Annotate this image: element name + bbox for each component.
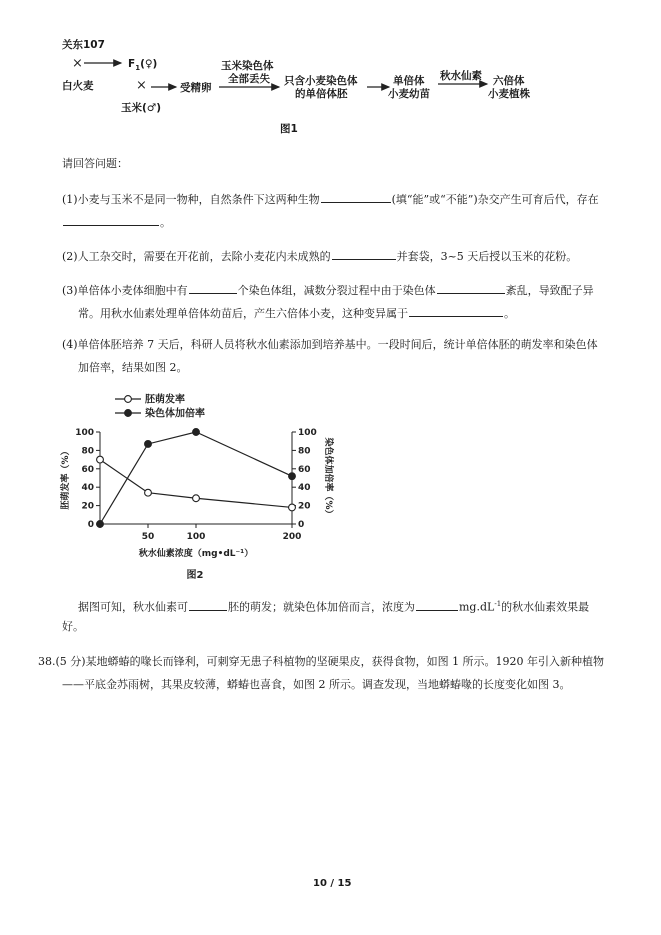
right-y-tick-label: 60 [298,464,311,475]
f1-label: $F_1(♀)$ [128,58,158,73]
seedling-label-line2: 小麦幼苗 [388,88,430,100]
right-y-tick-label: 0 [298,520,305,530]
x-tick-label: 100 [186,532,206,542]
figure-2-chart [55,388,375,584]
legend-label-1: 胚萌发率 [145,394,185,406]
q4-blank-2 [416,599,458,611]
plant-label-line1: 六倍体 [493,75,525,87]
question-3-line2: 常。用秋水仙素处理单倍体幼苗后，产生六倍体小麦，这种变异属于 。 [78,307,515,320]
legend-marker-1 [125,396,132,403]
x-tick-label: 200 [282,532,302,542]
x-axis-label: 秋水仙素浓度（mg•dL⁻¹） [138,549,254,559]
question-4-line3: 据图可知，秋水仙素可 胚的萌发；就染色体加倍而言，浓度为 $mg.dL^{-1}$的秋水仙素效果最 [78,600,590,614]
q1-blank-1 [321,191,391,203]
left-y-tick-label: 100 [75,428,94,438]
step-label-line1: 玉米染色体 [221,60,274,72]
right-y-axis-label: 染色体加倍率（%） [323,437,333,519]
embryo-label-line2: 的单倍体胚 [295,88,348,100]
q3-blank-2 [437,282,505,294]
series-line-2 [100,432,292,524]
data-point-2-2 [145,441,152,448]
parent-guandong107: 关东107 [62,39,105,51]
left-y-tick-label: 0 [87,520,94,530]
step-label-line2: 全部丢失 [228,73,270,85]
figure-1-arrows [0,0,661,130]
data-point-2-1 [97,521,104,528]
x-tick-label: 50 [141,532,155,542]
right-y-tick-label: 80 [298,446,311,457]
cross-symbol-2: × [136,78,147,93]
embryo-label-line1: 只含小麦染色体 [284,75,358,87]
question-1-line2: 。 [62,214,171,230]
left-y-tick-label: 20 [81,501,94,512]
question-1-line1: (1)小麦与玉米不是同一物种，自然条件下这两种生物 (填“能”或“不能”)杂交产生可育后代，存在 [62,193,599,206]
question-4-line2: 加倍率，结果如图 2。 [78,361,188,374]
data-point-2-3 [193,429,200,436]
question-4-line4: 好。 [62,620,84,633]
data-point-1-4 [289,504,296,511]
left-y-tick-label: 40 [81,483,94,494]
question-38-line2: ——平底金苏雨树，其果皮较薄，蟒蝽也喜食，如图 2 所示。调查发现，当地蟒蝽喙的长度变化如图 3。 [62,678,571,691]
right-y-tick-label: 100 [298,428,317,438]
legend-label-2: 染色体加倍率 [145,408,205,420]
seedling-label-line1: 单倍体 [393,75,425,87]
right-y-tick-label: 40 [298,483,311,494]
question-3-line1: (3)单倍体小麦体细胞中有 个染色体组，减数分裂过程中由于染色体 紊乱，导致配子异 [62,284,594,297]
parent-maize: 玉米(♂) [121,102,162,114]
page-number: 10 / 15 [313,878,352,889]
legend-marker-2 [125,410,132,417]
q3-blank-3 [409,305,503,317]
question-2: (2)人工杂交时，需要在开花前，去除小麦花内未成熟的 并套袋，3~5 天后授以玉米的花粉。 [62,250,578,263]
left-y-tick-label: 60 [81,464,94,475]
zygote-label: 受精卵 [180,82,212,94]
data-point-1-3 [193,495,200,502]
figure-2-caption: 图2 [186,570,204,581]
figure-1-caption: 图1 [280,123,298,135]
left-y-axis-label: 胚萌发率（%） [61,446,71,510]
treatment-label: 秋水仙素 [440,70,482,82]
q1-blank-2 [63,214,159,226]
q3-blank-1 [189,282,237,294]
right-y-tick-label: 20 [298,501,311,512]
cross-symbol: × [72,56,83,71]
left-y-tick-label: 80 [81,446,94,457]
prompt: 请回答问题： [62,157,128,170]
parent-baihuomai: 白火麦 [62,80,94,92]
data-point-2-4 [289,473,296,480]
q4-blank-1 [189,599,227,611]
question-4-line1: (4)单倍体胚培养 7 天后，科研人员将秋水仙素添加到培养基中。一段时间后，统计单倍体胚的萌发率和染色体 [62,338,598,351]
data-point-1-2 [145,489,152,496]
plant-label-line2: 小麦植株 [488,88,530,100]
data-point-1-1 [97,456,104,463]
question-38-line1: 38.(5 分)某地蟒蝽的喙长而锋利，可刺穿无患子科植物的坚硬果皮，获得食物，如图 1 所示。1920 年引入新种植物 [38,655,605,668]
q2-blank [332,248,396,260]
